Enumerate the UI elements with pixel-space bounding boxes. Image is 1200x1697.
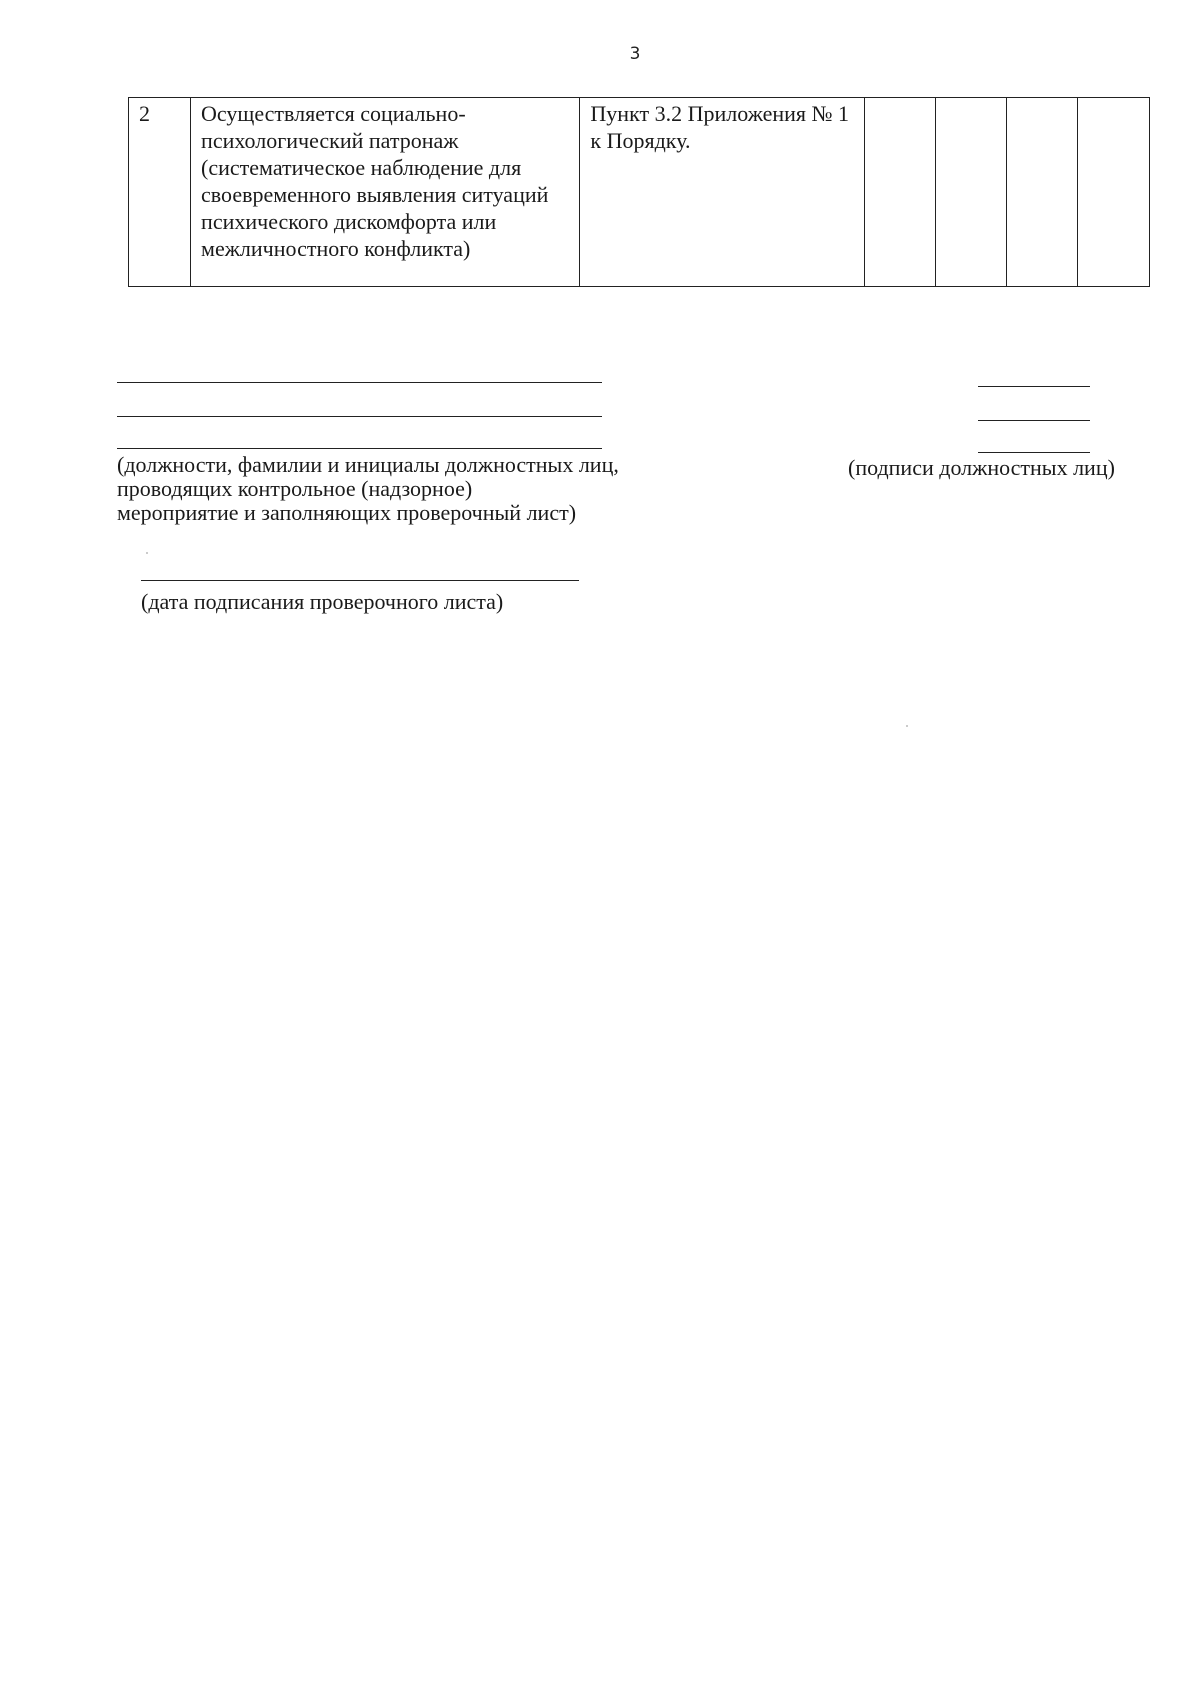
- checklist-table: [128, 97, 1150, 287]
- signature-line-1[interactable]: [978, 386, 1090, 387]
- page-number: 3: [629, 44, 641, 64]
- legal-reference-cell: Пункт 3.2 Приложения № 1 к Порядку.: [580, 98, 864, 287]
- date-line[interactable]: [141, 580, 579, 581]
- signature-line-3[interactable]: [978, 452, 1090, 453]
- officials-caption: (должности, фамилии и инициалы должностных лиц, проводящих контрольное (надзорное) мероприятие и заполняющих проверочный лист): [117, 452, 619, 525]
- requirement-cell: Осуществляется социально-психологический патронаж (систематическое наблюдение для своевременного выявления ситуаций психического дискомфорта или межличностного конфликта): [191, 98, 580, 287]
- officials-line-2[interactable]: [117, 416, 602, 417]
- answer-cell-yes[interactable]: [864, 98, 935, 287]
- row-number-cell: 2: [129, 98, 191, 287]
- officials-line-1[interactable]: [117, 382, 602, 383]
- table-row: [129, 98, 1150, 287]
- signature-line-2[interactable]: [978, 420, 1090, 421]
- scan-speck: [146, 552, 148, 554]
- answer-cell-no[interactable]: [935, 98, 1006, 287]
- signatures-caption: (подписи должностных лиц): [848, 455, 1115, 480]
- officials-line-3[interactable]: [117, 448, 602, 449]
- date-caption: (дата подписания проверочного листа): [141, 589, 504, 614]
- answer-cell-not-applicable[interactable]: [1006, 98, 1077, 287]
- scan-speck: [906, 725, 908, 727]
- answer-cell-note[interactable]: [1077, 98, 1149, 287]
